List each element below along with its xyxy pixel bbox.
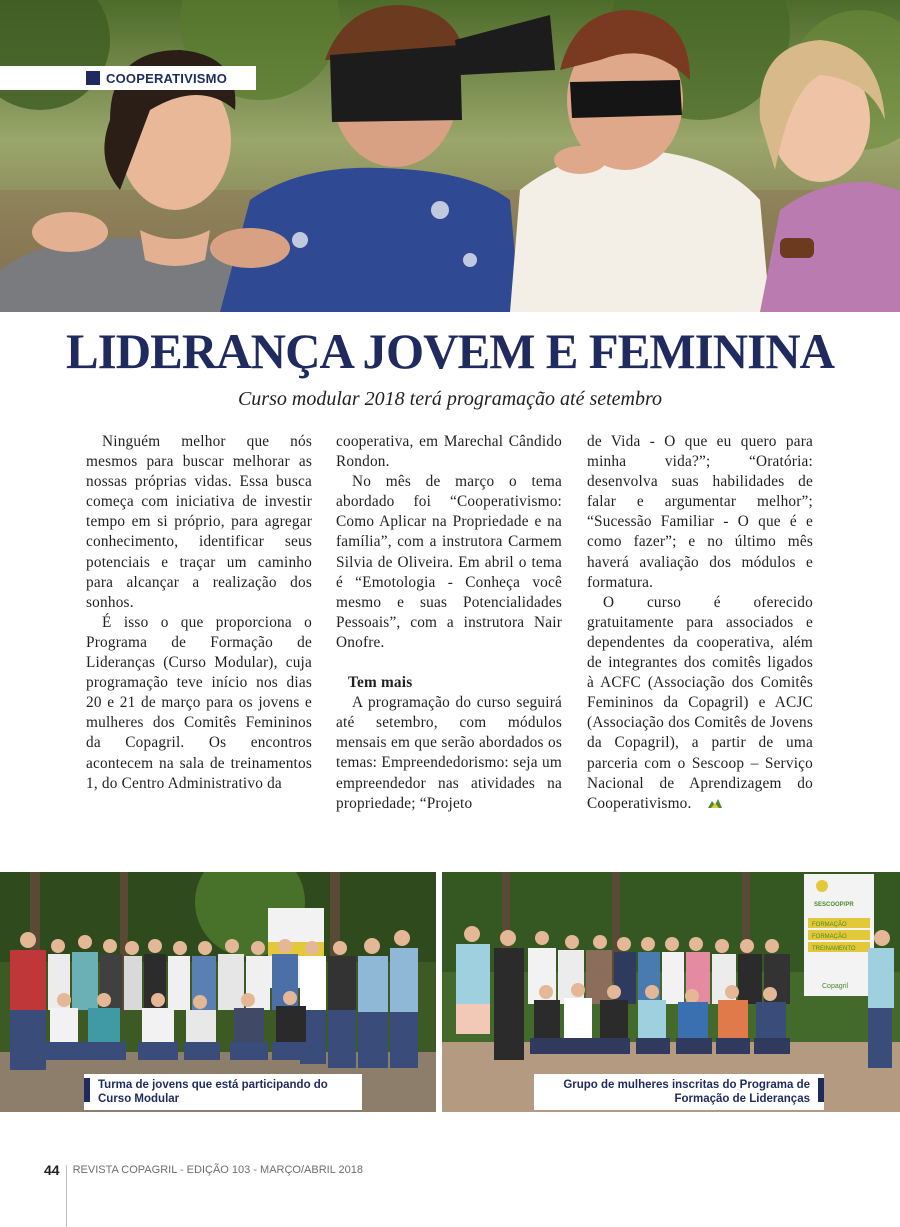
banner-line-1: FORMAÇÃO <box>812 922 847 928</box>
caption-youth <box>84 1074 362 1110</box>
article-subtitle: Curso modular 2018 terá programação até setembro <box>237 388 663 410</box>
section-tag <box>0 66 256 90</box>
caption-bar <box>818 1078 824 1102</box>
section-tag-square <box>86 71 100 85</box>
banner-logo: Copagril <box>822 983 849 990</box>
paragraph: Ninguém melhor que nós mesmos para buscar melhorar as nossas próprias vidas. Essa busca começa com iniciativa de investir tempo em si próprio, para agregar conhecimento, identificar seus potenciais e traçar um caminho para alcançar a realização dos sonhos. <box>86 433 312 611</box>
page-number: 44 <box>44 1162 60 1178</box>
footer-publication: REVISTA COPAGRIL - EDIÇÃO 103 - MARÇO/ABRIL 2018 <box>72 1164 363 1176</box>
subheading: Tem mais <box>348 674 413 692</box>
banner-brand: SESCOOP/PR <box>814 902 854 908</box>
paragraph: de Vida - O que eu quero para minha vida?”; “Oratória: desenvolva suas habilidades de falar e argumentar melhor”; “Sucessão Familiar - O que é e como fazer”; e no último mês haverá avaliação dos módulos e formatura. <box>587 433 813 591</box>
section-tag-label: COOPERATIVISMO <box>106 70 228 86</box>
column-2 <box>336 432 562 814</box>
footer-divider <box>66 1165 67 1227</box>
page-footer <box>44 1139 363 1201</box>
banner-line-2: FORMAÇÃO <box>812 934 847 940</box>
column-3 <box>587 432 813 814</box>
paragraph: A programação do curso seguirá até setembro, com módulos mensais em que serão abordados os temas: Empreendedorismo: seja um empreendedor nas atividades na propriedade; “Projeto <box>336 694 562 812</box>
caption-women-text: Grupo de mulheres inscritas do Programa de Formação de Lideranças <box>563 1079 810 1105</box>
caption-bar <box>84 1078 90 1102</box>
paragraph: É isso o que proporciona o Programa de Formação de Lideranças (Curso Modular), cuja programação teve início nos dias 20 e 21 de março para os jovens e mulheres dos Comitês Femininos da Copagril. Os encontros acontecem na sala de treinamentos 1, do Centro Administrativo da <box>86 613 312 792</box>
banner-line-3: TREINAMENTO <box>812 946 856 952</box>
caption-women <box>534 1074 824 1110</box>
paragraph <box>587 593 813 814</box>
article-title: LIDERANÇA JOVEM E FEMININA <box>65 323 835 379</box>
column-1 <box>86 432 312 794</box>
caption-youth-text: Turma de jovens que está participando do Curso Modular <box>98 1079 328 1105</box>
paragraph: No mês de março o tema abordado foi “Cooperativismo: Como Aplicar na Propriedade e na família”, com a instrutora Carmem Silvia de Oliveira. Em abril o tema é “Emotologia - Conheça você mesmo e suas Potencialidades Pessoais”, com a instrutora Nair Onofre. <box>336 473 562 651</box>
paragraph: cooperativa, em Marechal Cândido Rondon. <box>336 433 562 471</box>
hero-photo <box>0 0 900 312</box>
paragraph-text: O curso é oferecido gratuitamente para associados e dependentes da cooperativa, além de integrantes dos comitês ligados à ACFC (Associação dos Comitês Femininos da Copagril) e ACJC (Associação dos Comitês de Jovens da Copagril), a partir de uma parceria com o Sescoop – Serviço Nacional de Aprendizagem do Cooperativismo. <box>587 593 813 812</box>
hero-photo-illustration <box>0 0 900 312</box>
end-mark-icon <box>692 794 706 804</box>
